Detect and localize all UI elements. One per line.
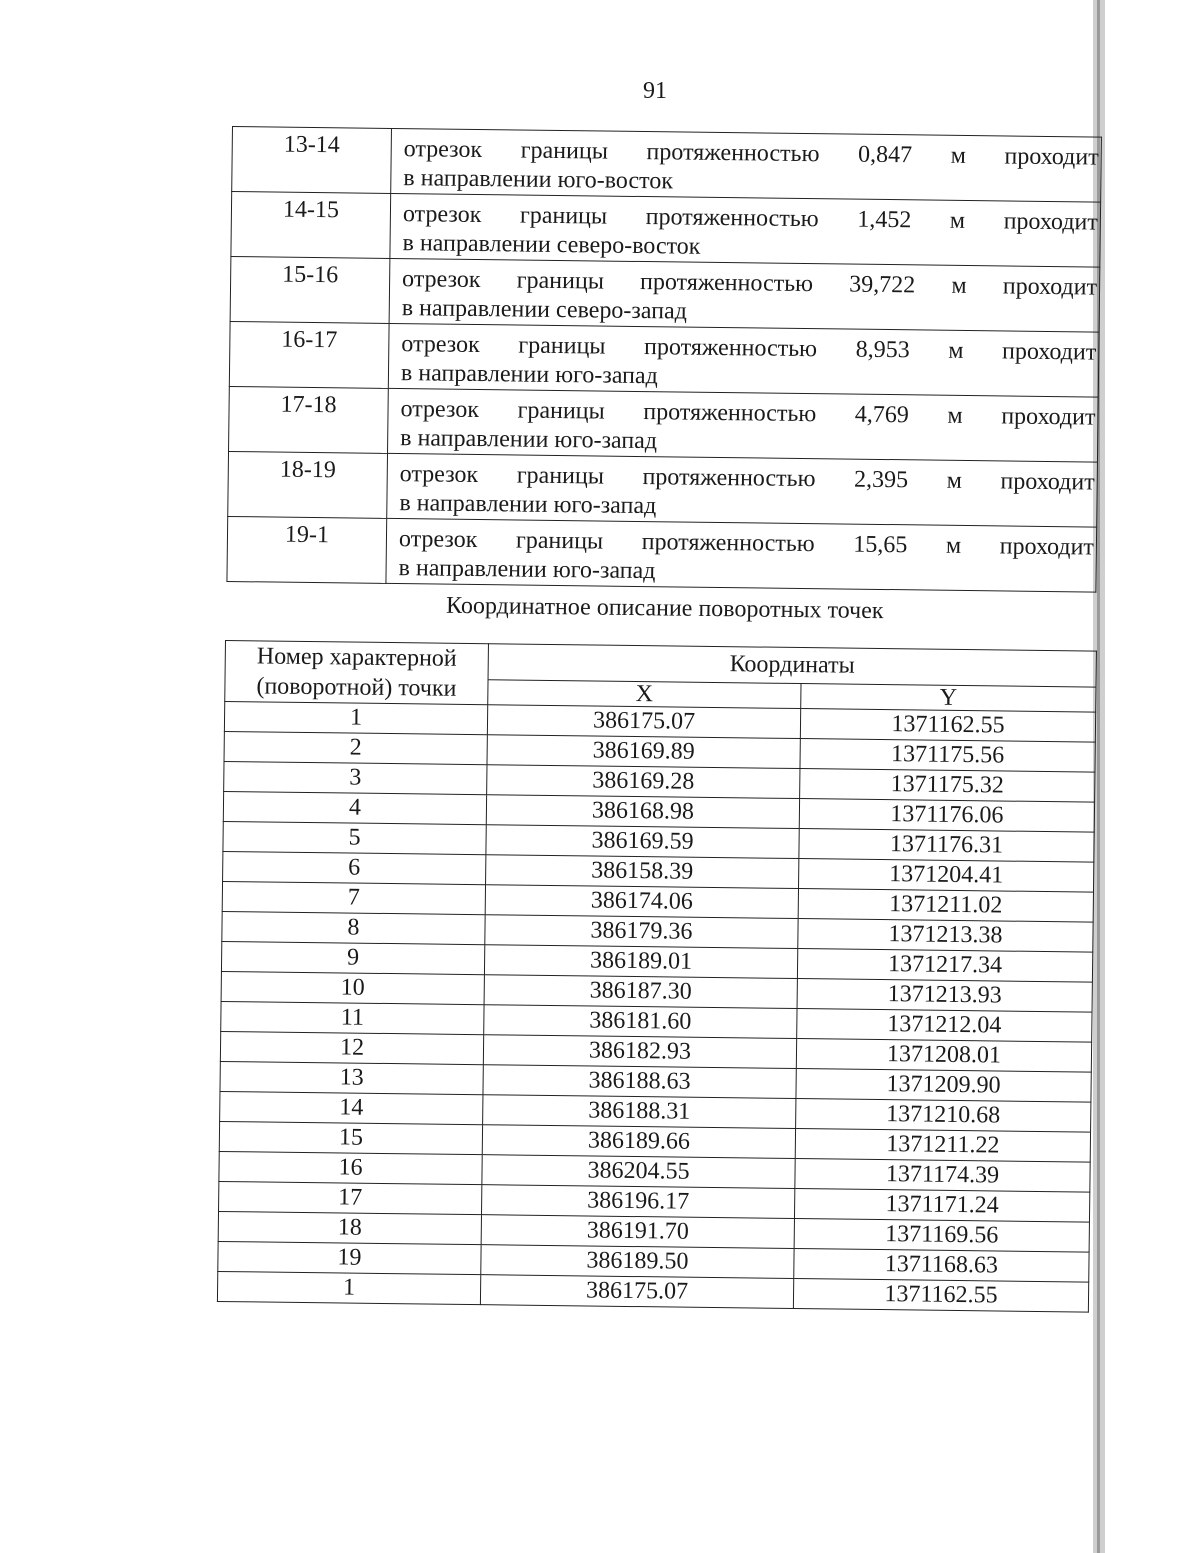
segment-row <box>230 256 1100 332</box>
segment-word: проходит <box>1001 403 1096 431</box>
segment-direction: в направлении юго-запад <box>399 490 657 520</box>
segment-word: проходит <box>1003 208 1099 236</box>
segment-length: 0,847 <box>857 141 913 169</box>
segments-table <box>226 126 1102 593</box>
segment-direction: в направлении юго-запад <box>400 425 658 455</box>
segment-row <box>229 386 1099 462</box>
segment-direction: в направлении юго-запад <box>400 360 659 390</box>
segment-row <box>231 192 1101 268</box>
segment-length: 4,769 <box>854 401 910 429</box>
segment-id: 14-15 <box>231 192 391 259</box>
segment-direction: в направлении северо-восток <box>402 230 701 260</box>
coord-y: 1371211.22 <box>795 1129 1090 1163</box>
coord-y: 1371169.56 <box>794 1219 1089 1253</box>
coord-x: 386191.70 <box>481 1215 794 1249</box>
coords-title: Координатное описание поворотных точек <box>445 592 884 625</box>
segment-word: отрезок <box>401 331 480 359</box>
point-number: 9 <box>221 941 484 974</box>
coord-y: 1371204.41 <box>799 859 1094 893</box>
segment-row <box>229 321 1099 397</box>
segment-unit: м <box>950 142 967 169</box>
segment-direction: в направлении юго-запад <box>398 555 656 585</box>
coord-x: 386179.36 <box>485 915 798 949</box>
header-y: Y <box>801 683 1096 712</box>
point-number: 15 <box>219 1121 482 1154</box>
segment-word: проходит <box>1001 338 1097 366</box>
coord-x: 386181.60 <box>484 1005 797 1039</box>
segment-length: 8,953 <box>855 336 910 364</box>
header-point-line2: (поворотной) точки <box>256 673 457 702</box>
point-number: 14 <box>220 1091 483 1124</box>
coord-y: 1371175.56 <box>800 739 1095 773</box>
segment-word: отрезок <box>401 266 481 294</box>
point-number: 12 <box>220 1031 483 1064</box>
segment-word: границы <box>518 332 606 360</box>
coord-y: 1371213.38 <box>798 919 1093 953</box>
coord-y: 1371175.32 <box>800 769 1095 803</box>
segment-description <box>388 323 1099 397</box>
segment-description <box>389 258 1100 332</box>
point-number: 16 <box>219 1151 482 1184</box>
coord-y: 1371168.63 <box>794 1248 1089 1282</box>
point-number: 6 <box>223 851 486 884</box>
point-number: 10 <box>221 971 484 1004</box>
point-number: 3 <box>224 761 487 794</box>
segment-word: границы <box>516 462 605 490</box>
point-number: 1 <box>224 702 487 735</box>
segment-id: 13-14 <box>232 127 392 194</box>
point-number: 2 <box>224 731 487 764</box>
segment-word: протяженностью <box>643 399 817 428</box>
coord-x: 386187.30 <box>484 975 797 1009</box>
coord-y: 1371210.68 <box>796 1099 1091 1133</box>
coord-x: 386189.50 <box>481 1245 794 1279</box>
coord-x: 386175.07 <box>487 705 800 739</box>
coord-y: 1371213.93 <box>797 979 1092 1013</box>
coord-y: 1371174.39 <box>795 1159 1090 1193</box>
segment-word: протяженностью <box>642 464 816 493</box>
page-number: 91 <box>643 78 667 104</box>
segment-word: отрезок <box>403 136 483 164</box>
segment-id: 16-17 <box>229 321 389 388</box>
segment-length: 2,395 <box>853 466 909 494</box>
point-number: 4 <box>223 791 486 824</box>
segment-word: проходит <box>1000 468 1095 496</box>
coord-x: 386188.31 <box>483 1095 796 1129</box>
point-number: 18 <box>218 1211 481 1244</box>
segment-word: протяженностью <box>643 334 818 363</box>
segment-unit: м <box>946 467 963 494</box>
segment-word: границы <box>515 527 604 555</box>
segment-unit: м <box>949 207 966 234</box>
header-point-number <box>225 641 489 705</box>
point-number: 13 <box>220 1061 483 1094</box>
coord-x: 386204.55 <box>482 1155 795 1189</box>
coord-y: 1371162.55 <box>793 1278 1088 1312</box>
segment-word: границы <box>519 202 608 230</box>
point-number: 17 <box>219 1181 482 1214</box>
segment-word: границы <box>517 397 605 425</box>
point-number: 7 <box>222 881 485 914</box>
coord-x: 386168.98 <box>486 795 799 829</box>
segment-unit: м <box>948 337 964 364</box>
coord-y: 1371176.31 <box>799 829 1094 863</box>
header-point-line1: Номер характерной <box>256 643 457 672</box>
coord-x: 386189.01 <box>484 945 797 979</box>
coord-x: 386169.89 <box>487 735 800 769</box>
coord-x: 386169.28 <box>487 765 800 799</box>
segment-word: проходит <box>1002 273 1098 301</box>
segment-row <box>228 451 1098 527</box>
segment-word: отрезок <box>402 201 482 229</box>
coord-x: 386182.93 <box>483 1035 796 1069</box>
segment-unit: м <box>951 272 967 299</box>
segment-description <box>390 193 1101 267</box>
coord-x: 386189.66 <box>482 1125 795 1159</box>
coord-y: 1371217.34 <box>797 949 1092 983</box>
segment-word: отрезок <box>398 526 478 554</box>
segment-description <box>386 518 1097 592</box>
coord-x: 386188.63 <box>483 1065 796 1099</box>
segment-word: проходит <box>999 533 1095 561</box>
coord-y: 1371171.24 <box>794 1189 1089 1223</box>
segment-word: границы <box>520 137 609 165</box>
point-number: 5 <box>223 821 486 854</box>
segment-word: проходит <box>1004 143 1099 171</box>
header-coordinates: Координаты <box>488 644 1096 687</box>
point-number: 1 <box>217 1271 480 1304</box>
coord-x: 386169.59 <box>486 825 799 859</box>
segment-id: 17-18 <box>229 386 389 453</box>
segment-unit: м <box>945 532 962 559</box>
segment-id: 15-16 <box>230 256 390 323</box>
segment-word: протяженностью <box>646 139 820 168</box>
coordinates-table <box>217 640 1097 1313</box>
coord-x: 386174.06 <box>485 885 798 919</box>
segment-direction: в направлении северо-запад <box>401 295 688 325</box>
segment-word: отрезок <box>399 461 479 489</box>
segment-word: отрезок <box>400 396 480 424</box>
segment-description <box>388 388 1099 462</box>
segment-description <box>387 453 1098 527</box>
segment-length: 1,452 <box>857 206 912 234</box>
segment-word: границы <box>516 267 605 295</box>
coord-y: 1371208.01 <box>796 1039 1091 1073</box>
header-x: X <box>488 679 801 708</box>
segment-description <box>391 128 1102 202</box>
segment-unit: м <box>947 402 963 429</box>
coord-x: 386175.07 <box>480 1275 793 1309</box>
coord-x: 386196.17 <box>481 1185 794 1219</box>
coord-y: 1371211.02 <box>798 889 1093 923</box>
segment-row <box>232 127 1102 203</box>
segment-length: 39,722 <box>849 271 916 299</box>
segment-word: протяженностью <box>641 529 815 558</box>
segment-direction: в направлении юго-восток <box>403 165 674 195</box>
segment-word: протяженностью <box>639 268 814 298</box>
segment-row <box>227 516 1097 592</box>
segment-id: 19-1 <box>227 516 387 583</box>
coord-y: 1371162.55 <box>800 709 1095 743</box>
segment-length: 15,65 <box>853 531 908 559</box>
segment-word: протяженностью <box>645 204 819 233</box>
coord-y: 1371176.06 <box>799 799 1094 833</box>
point-number: 19 <box>218 1241 481 1274</box>
point-number: 8 <box>222 911 485 944</box>
segment-id: 18-19 <box>228 451 388 518</box>
coord-y: 1371209.90 <box>796 1069 1091 1103</box>
coord-y: 1371212.04 <box>797 1009 1092 1043</box>
coord-x: 386158.39 <box>486 855 799 889</box>
point-number: 11 <box>221 1001 484 1034</box>
